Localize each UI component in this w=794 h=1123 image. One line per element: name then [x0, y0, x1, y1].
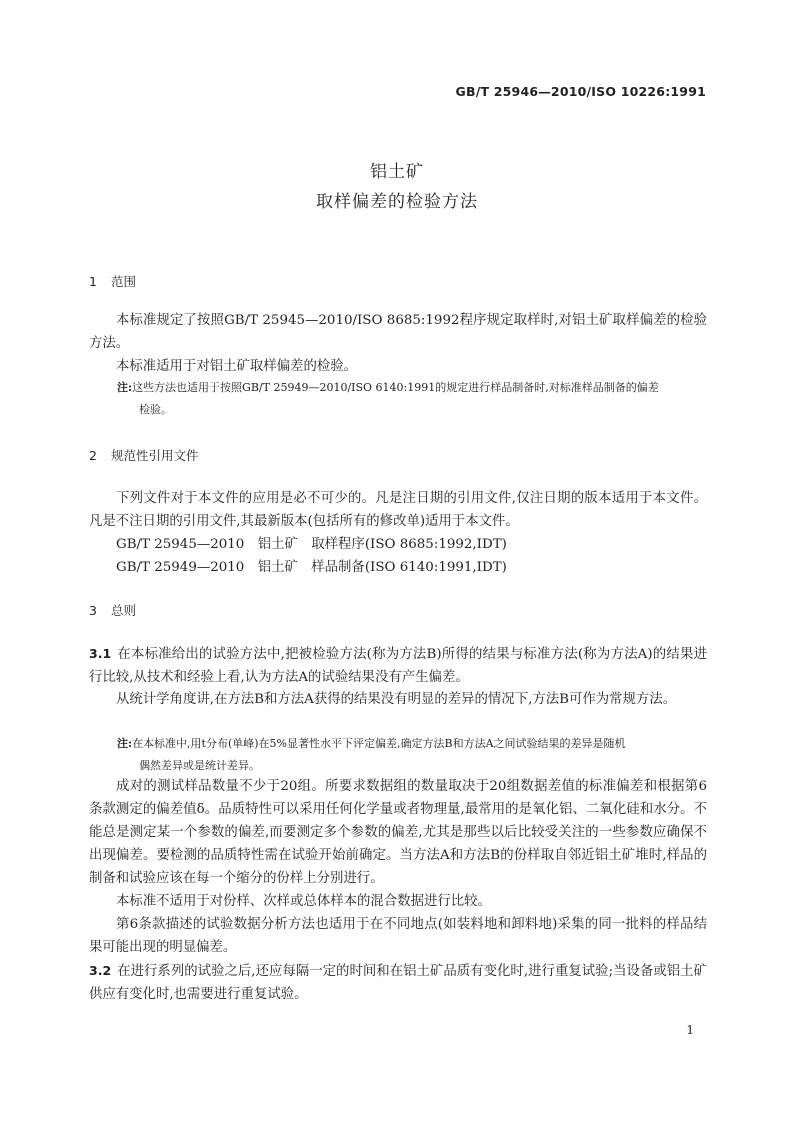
section-title: 规范性引用文件 [111, 448, 199, 463]
note-label: 注: [117, 381, 133, 394]
section-title: 范围 [111, 274, 137, 289]
sec1-paragraph-2: 本标准适用于对铝土矿取样偏差的检验。 [116, 359, 358, 374]
note-line-2: 偶然差异或是统计差异。 [139, 759, 260, 772]
section-number: 1 [89, 274, 97, 289]
normative-reference-2: GB/T 25949—2010 铝土矿 样品制备(ISO 6140:1991,IDT) [116, 560, 507, 575]
clause-3-1-paragraph-3: 成对的测试样品数量不少于20组。所要求数据组的数量取决于20组数据差值的标准偏差和根据第6条款测定的偏差值δ。品质特性可以采用任何化学量或者物理量,最常用的是氧化铝、二氧化硅和水分。不能总是测定某一个参数的偏差,而要测定多个参数的偏差,尤其是那些以后比较受关注的一些参数应确保不出现偏差。要检测的品质特性需在试验开始前确定。当方法A和方法B的份样取自邻近铝土矿堆时,样品的制备和试验应该在每一个缩分的份样上分别进行。 [89, 779, 707, 886]
normative-reference-1: GB/T 25945—2010 铝土矿 取样程序(ISO 8685:1992,IDT) [116, 537, 507, 552]
note-line-1: 在本标准中,用t分布(单峰)在5%显著性水平下评定偏差,确定方法B和方法A之间试验结果的差异是随机 [132, 737, 626, 750]
sec2-paragraph-1: 下列文件对于本文件的应用是必不可少的。凡是注日期的引用文件,仅注日期的版本适用于本文件。凡是不注日期的引用文件,其最新版本(包括所有的修改单)适用于本文件。 [89, 491, 707, 529]
sec3-note [117, 733, 709, 777]
clause-text: 在进行系列的试验之后,还应每隔一定的时间和在铝土矿品质有变化时,进行重复试验;当设备或铝土矿供应有变化时,也需要进行重复试验。 [89, 964, 707, 1002]
document-title-line1: 铝土矿 [370, 162, 424, 182]
document-title-line2: 取样偏差的检验方法 [316, 192, 478, 212]
clause-number: 3.1 [89, 646, 112, 661]
clause-3-1-paragraph-1 [89, 642, 707, 689]
clause-number: 3.2 [89, 963, 112, 978]
note-label: 注: [117, 737, 133, 750]
section-1-heading [89, 272, 136, 290]
note-line-1: 这些方法也适用于按照GB/T 25949—2010/ISO 6140:1991的规定进行样品制备时,对标准样品制备的偏差 [132, 381, 659, 394]
standard-code-header: GB/T 25946—2010/ISO 10226:1991 [455, 84, 706, 99]
section-title: 总则 [111, 603, 137, 618]
clause-3-1-paragraph-2: 从统计学角度讲,在方法B和方法A获得的结果没有明显的差异的情况下,方法B可作为常规方法。 [116, 692, 677, 707]
clause-3-1-paragraph-5: 第6条款描述的试验数据分析方法也适用于在不同地点(如装料地和卸料地)采集的同一批料的样品结果可能出现的明显偏差。 [89, 917, 707, 955]
clause-3-2-paragraph-1 [89, 959, 707, 1006]
sec1-paragraph-1: 本标准规定了按照GB/T 25945—2010/ISO 8685:1992程序规定取样时,对铝土矿取样偏差的检验方法。 [89, 313, 707, 351]
note-line-2: 检验。 [139, 403, 172, 416]
page-number: 1 [686, 1023, 694, 1037]
section-3-heading [89, 601, 136, 619]
sec1-note [117, 377, 709, 421]
section-number: 3 [89, 603, 97, 618]
clause-3-1-paragraph-4: 本标准不适用于对份样、次样或总体样本的混合数据进行比较。 [116, 894, 491, 909]
section-2-heading [89, 446, 199, 464]
section-number: 2 [89, 448, 97, 463]
clause-text: 在本标准给出的试验方法中,把被检验方法(称为方法B)所得的结果与标准方法(称为方法A)的结果进行比较,从技术和经验上看,认为方法A的试验结果没有产生偏差。 [89, 647, 707, 685]
